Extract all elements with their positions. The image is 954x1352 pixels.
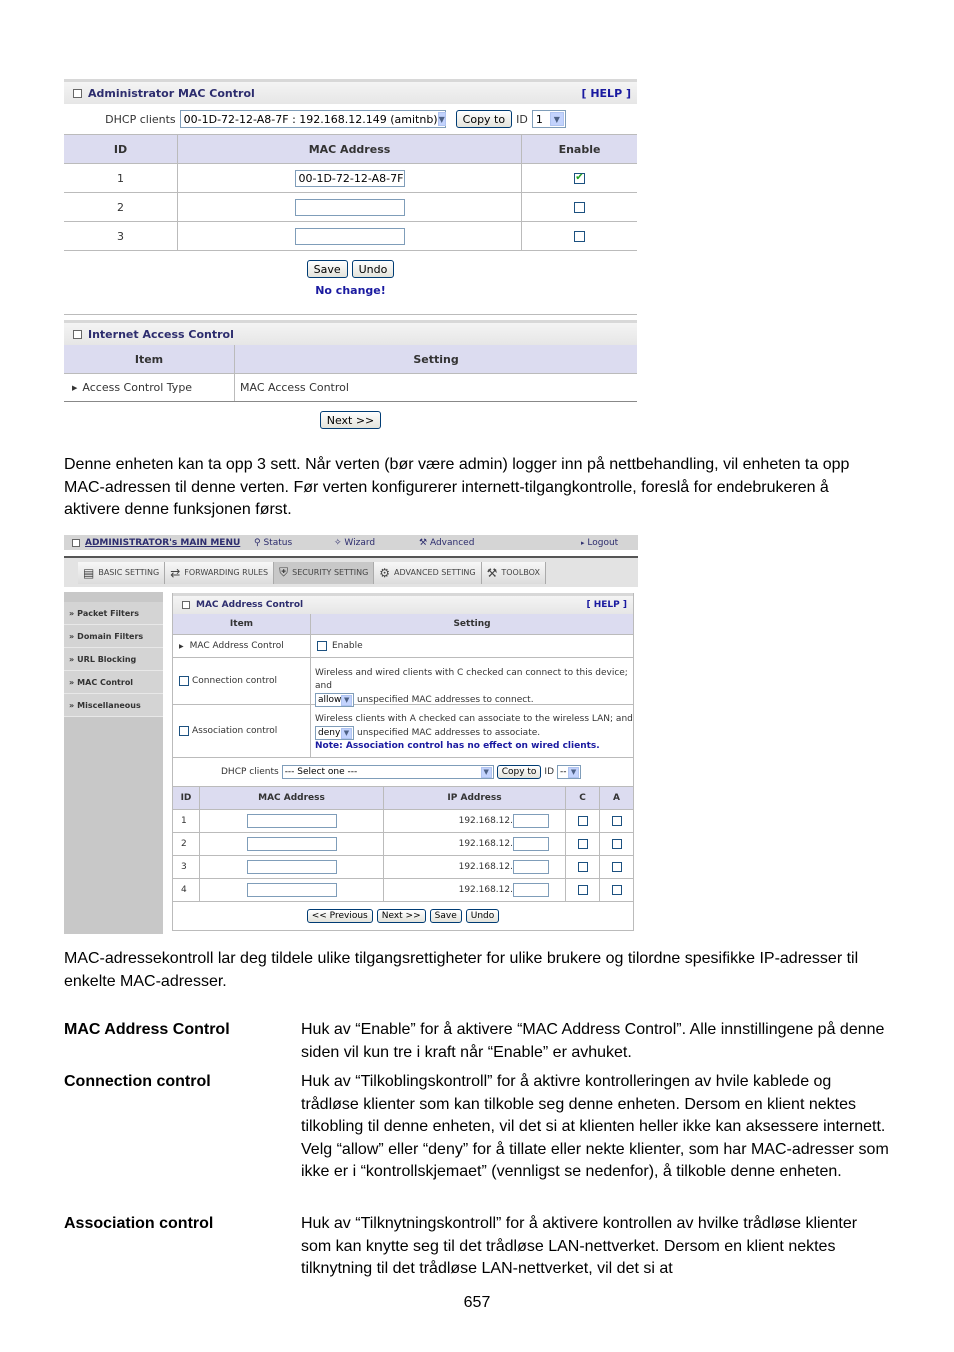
next-button[interactable]: Next >> [320,411,382,429]
row-id: 4 [181,885,187,895]
col-enable: Enable [521,135,637,163]
tab-toolbox[interactable]: ⚒ TOOLBOX [482,562,546,584]
access-control-type-value: MAC Access Control [234,374,637,401]
toolbox-icon: ⚒ [486,565,498,580]
id-label: ID [544,767,555,777]
undo-button[interactable]: Undo [352,260,395,278]
table-row [173,833,633,856]
association-policy-select[interactable]: deny ▼ [315,726,354,740]
col-a: A [599,787,633,809]
ip-prefix: 192.168.12. [458,862,513,872]
connect-checkbox-1[interactable] [578,816,588,826]
forwarding-icon: ⇄ [170,565,181,580]
associate-checkbox-3[interactable] [612,862,622,872]
row-id: 2 [117,200,124,214]
enable-checkbox-1[interactable]: ✔ [575,172,584,183]
paragraph-mac-control: MAC-adressekontroll lar deg tildele ulike tilgangsrettigheter for ulike brukere og tilordne spesifikke IP-adresser til enkelte MAC-adresser. [64,950,859,990]
col-mac: MAC Address [177,135,521,163]
id-select[interactable]: -- ▼ [557,765,581,779]
previous-button[interactable]: << Previous [307,909,373,923]
connection-control-label: Connection control [192,676,277,686]
col-mac: MAC Address [199,787,383,809]
panel-title: MAC Address Control [196,600,304,610]
security-icon: ⛨ [279,565,289,579]
triangle-right-icon: ▶ [72,383,78,392]
mac-input-3[interactable] [247,860,337,874]
mac-input-2[interactable] [247,837,337,851]
dhcp-row [173,758,633,787]
definition-mac-address-control [64,1019,891,1064]
save-button[interactable]: Save [307,260,348,278]
chevron-down-icon: ▼ [568,767,579,778]
advanced-setting-icon: ⚙ [379,565,391,580]
id-select[interactable] [532,110,566,128]
nav-logout[interactable]: ▸ Logout [581,537,619,548]
router-action-row [173,902,633,930]
connection-policy-select[interactable]: allow ▼ [315,693,354,707]
col-item: Item [229,619,254,629]
access-control-type-label: Access Control Type [82,381,193,394]
association-control-label: Association control [192,726,278,736]
enable-checkbox-3[interactable] [574,231,585,242]
association-control-description-2: unspecified MAC addresses to associate. [357,727,541,738]
dhcp-clients-select[interactable]: --- Select one --- ▼ [282,765,494,779]
association-control-row [173,705,633,758]
tab-bar [64,556,638,587]
panel-header [64,320,637,345]
mac-input-1[interactable]: 00-1D-72-12-A8-7F [295,170,405,187]
panel-bullet-icon [73,330,82,339]
mac-input-2[interactable] [295,199,405,216]
table-header [64,135,637,164]
definition-connection-control [64,1071,891,1184]
copy-to-button[interactable]: Copy to [456,110,512,128]
table-header [173,614,633,635]
mac-input-4[interactable] [247,883,337,897]
internet-access-control-panel [64,320,637,429]
connection-control-description-2: unspecified MAC addresses to connect. [357,694,534,705]
sidebar-item-packet-filters[interactable]: » Packet Filters [64,602,163,625]
table-row [64,164,637,193]
id-selected-value: 1 [535,112,543,126]
col-id: ID [180,793,192,803]
ip-input-4[interactable] [513,883,549,897]
mac-input-1[interactable] [247,814,337,828]
definition-term: MAC Address Control [64,1021,230,1038]
association-control-checkbox[interactable] [179,726,189,736]
definition-description: Huk av “Enable” for å aktivere “MAC Address Control”. Alle innstillingene på denne siden vil kun tre i kraft når “Enable” er avhuket. [301,1021,885,1061]
tab-advanced-setting[interactable]: ⚙ ADVANCED SETTING [374,562,481,584]
col-ip: IP Address [383,787,565,809]
connection-control-description: Wireless and wired clients with C checked can connect to this device; and [315,668,628,691]
basic-setting-icon: ▤ [83,565,95,580]
chevron-down-icon: ▼ [438,112,446,126]
ip-input-1[interactable] [513,814,549,828]
ip-prefix: 192.168.12. [458,885,513,895]
copy-to-button[interactable]: Copy to [497,765,542,779]
nav-advanced[interactable]: ⚒ Advanced [419,537,475,548]
undo-button[interactable]: Undo [466,909,500,923]
nav-status[interactable]: ⚲ Status [254,537,293,548]
tab-basic-setting[interactable]: ▤ BASIC SETTING [78,562,165,584]
admin-mac-control-panel [64,79,637,315]
associate-checkbox-2[interactable] [612,839,622,849]
wizard-icon: ✧ [334,537,342,548]
definition-description: Huk av “Tilkoblingskontroll” for å aktivre kontrolleringen av hvile kablede og trådløse klienter som kan tilkoble seg denne enheten. Dersom en klient nektes tilkobling til denne enheten, vil det si at klienten heller ikke kan aksessere internett. Velg “allow” eller “deny” for å tillate eller nekte klienter, som har MAC-adresser som ikke er i “kontrollskjemaet” (vennligst se nedenfor), å tilkoble denne enheten. [301,1073,889,1181]
table-row [64,222,637,251]
menu-bullet-icon [72,539,80,547]
main-menu-bar [64,535,638,550]
next-button[interactable]: Next >> [377,909,426,923]
page-number: 657 [463,1294,491,1311]
status-message: No change! [315,284,386,297]
table-row [173,879,633,902]
enable-mac-control-checkbox[interactable] [317,641,327,651]
row-id: 3 [181,862,187,872]
row-id: 1 [117,171,124,185]
panel-header [64,79,637,104]
help-link[interactable]: [ HELP ] [586,600,627,610]
definition-description: Huk av “Tilknytningskontroll” for å aktivere kontrollen av hvilke trådløse klienter som kan knytte seg til det trådløse LAN-nettverket. Dersom en klient nektes tilknytning til det trådløse LAN-nettverket, vil det si at [301,1215,858,1278]
connect-checkbox-3[interactable] [578,862,588,872]
connect-checkbox-4[interactable] [578,885,588,895]
row-id: 2 [181,839,187,849]
logout-arrow-icon: ▸ [581,538,585,547]
mac-address-control-panel [172,593,634,931]
table-header [64,345,637,374]
row-id: 1 [181,816,187,826]
associate-checkbox-4[interactable] [612,885,622,895]
panel-bullet-icon [182,601,190,609]
definition-term: Association control [64,1215,214,1232]
ip-prefix: 192.168.12. [458,816,513,826]
col-id: ID [113,142,128,156]
dhcp-selected-value: 00-1D-72-12-A8-7F : 192.168.12.149 (amitnb) [183,112,438,126]
ip-prefix: 192.168.12. [458,839,513,849]
col-item: Item [134,352,164,366]
id-label: ID [516,112,528,126]
sidebar-item-domain-filters[interactable]: » Domain Filters [64,625,163,648]
mac-control-row [173,635,633,658]
sidebar-item-mac-control[interactable]: » MAC Control [64,671,163,694]
table-row [64,374,637,402]
tab-forwarding-rules[interactable]: ⇄ FORWARDING RULES [165,562,274,584]
save-button[interactable]: Save [430,909,462,923]
mac-input-3[interactable] [295,228,405,245]
triangle-right-icon: ▶ [179,642,184,650]
ip-input-3[interactable] [513,860,549,874]
connection-control-checkbox[interactable] [179,676,189,686]
chevron-down-icon: ▼ [341,728,352,739]
association-control-description: Wireless clients with A checked can associate to the wireless LAN; and [315,714,633,724]
dhcp-row [64,104,637,135]
client-table-header [173,787,633,810]
association-note: Note: Association control has no effect on wired clients. [315,741,600,751]
definition-term: Connection control [64,1073,211,1090]
chevron-down-icon: ▼ [550,112,564,126]
enable-checkbox-2[interactable] [574,202,585,213]
dhcp-clients-select[interactable] [180,110,446,128]
enable-label: Enable [332,641,363,651]
table-row [64,193,637,222]
col-c: C [565,787,599,809]
panel-title: Administrator MAC Control [88,86,255,100]
mac-control-label: MAC Address Control [189,641,284,651]
col-setting: Setting [310,614,633,634]
sidebar-item-url-blocking[interactable]: » URL Blocking [64,648,163,671]
connection-control-row [173,658,633,705]
panel-title: Internet Access Control [88,327,234,341]
chevron-down-icon: ▼ [341,695,352,706]
ip-input-2[interactable] [513,837,549,851]
help-link[interactable]: [ HELP ] [581,86,631,100]
panel-bullet-icon [73,89,82,98]
nav-wizard[interactable]: ✧ Wizard [334,537,376,548]
associate-checkbox-1[interactable] [612,816,622,826]
table-row [173,810,633,833]
connect-checkbox-2[interactable] [578,839,588,849]
panel-header [173,593,633,614]
advanced-icon: ⚒ [419,537,428,548]
action-area [64,251,637,315]
sidebar [64,592,163,934]
main-menu-title: ADMINISTRATOR's MAIN MENU [85,537,241,548]
dhcp-label: DHCP clients [221,767,279,777]
row-id: 3 [117,229,124,243]
status-icon: ⚲ [254,537,261,548]
dhcp-label: DHCP clients [105,112,176,126]
paragraph-intro: Denne enheten kan ta opp 3 sett. Når verten (bør være admin) logger inn på nettbehandling, vil enheten ta opp MAC-adressen til denne verten. Før verten konfigurerer internett-tilgangkontrolle, foreslå for endebrukeren å aktivere denne funksjonen først. [64,456,850,519]
sidebar-item-miscellaneous[interactable]: » Miscellaneous [64,694,163,717]
definition-association-control [64,1213,891,1281]
table-row [173,856,633,879]
chevron-down-icon: ▼ [481,767,492,778]
tab-security-setting[interactable]: ⛨ SECURITY SETTING [274,562,374,584]
col-setting: Setting [234,345,637,373]
